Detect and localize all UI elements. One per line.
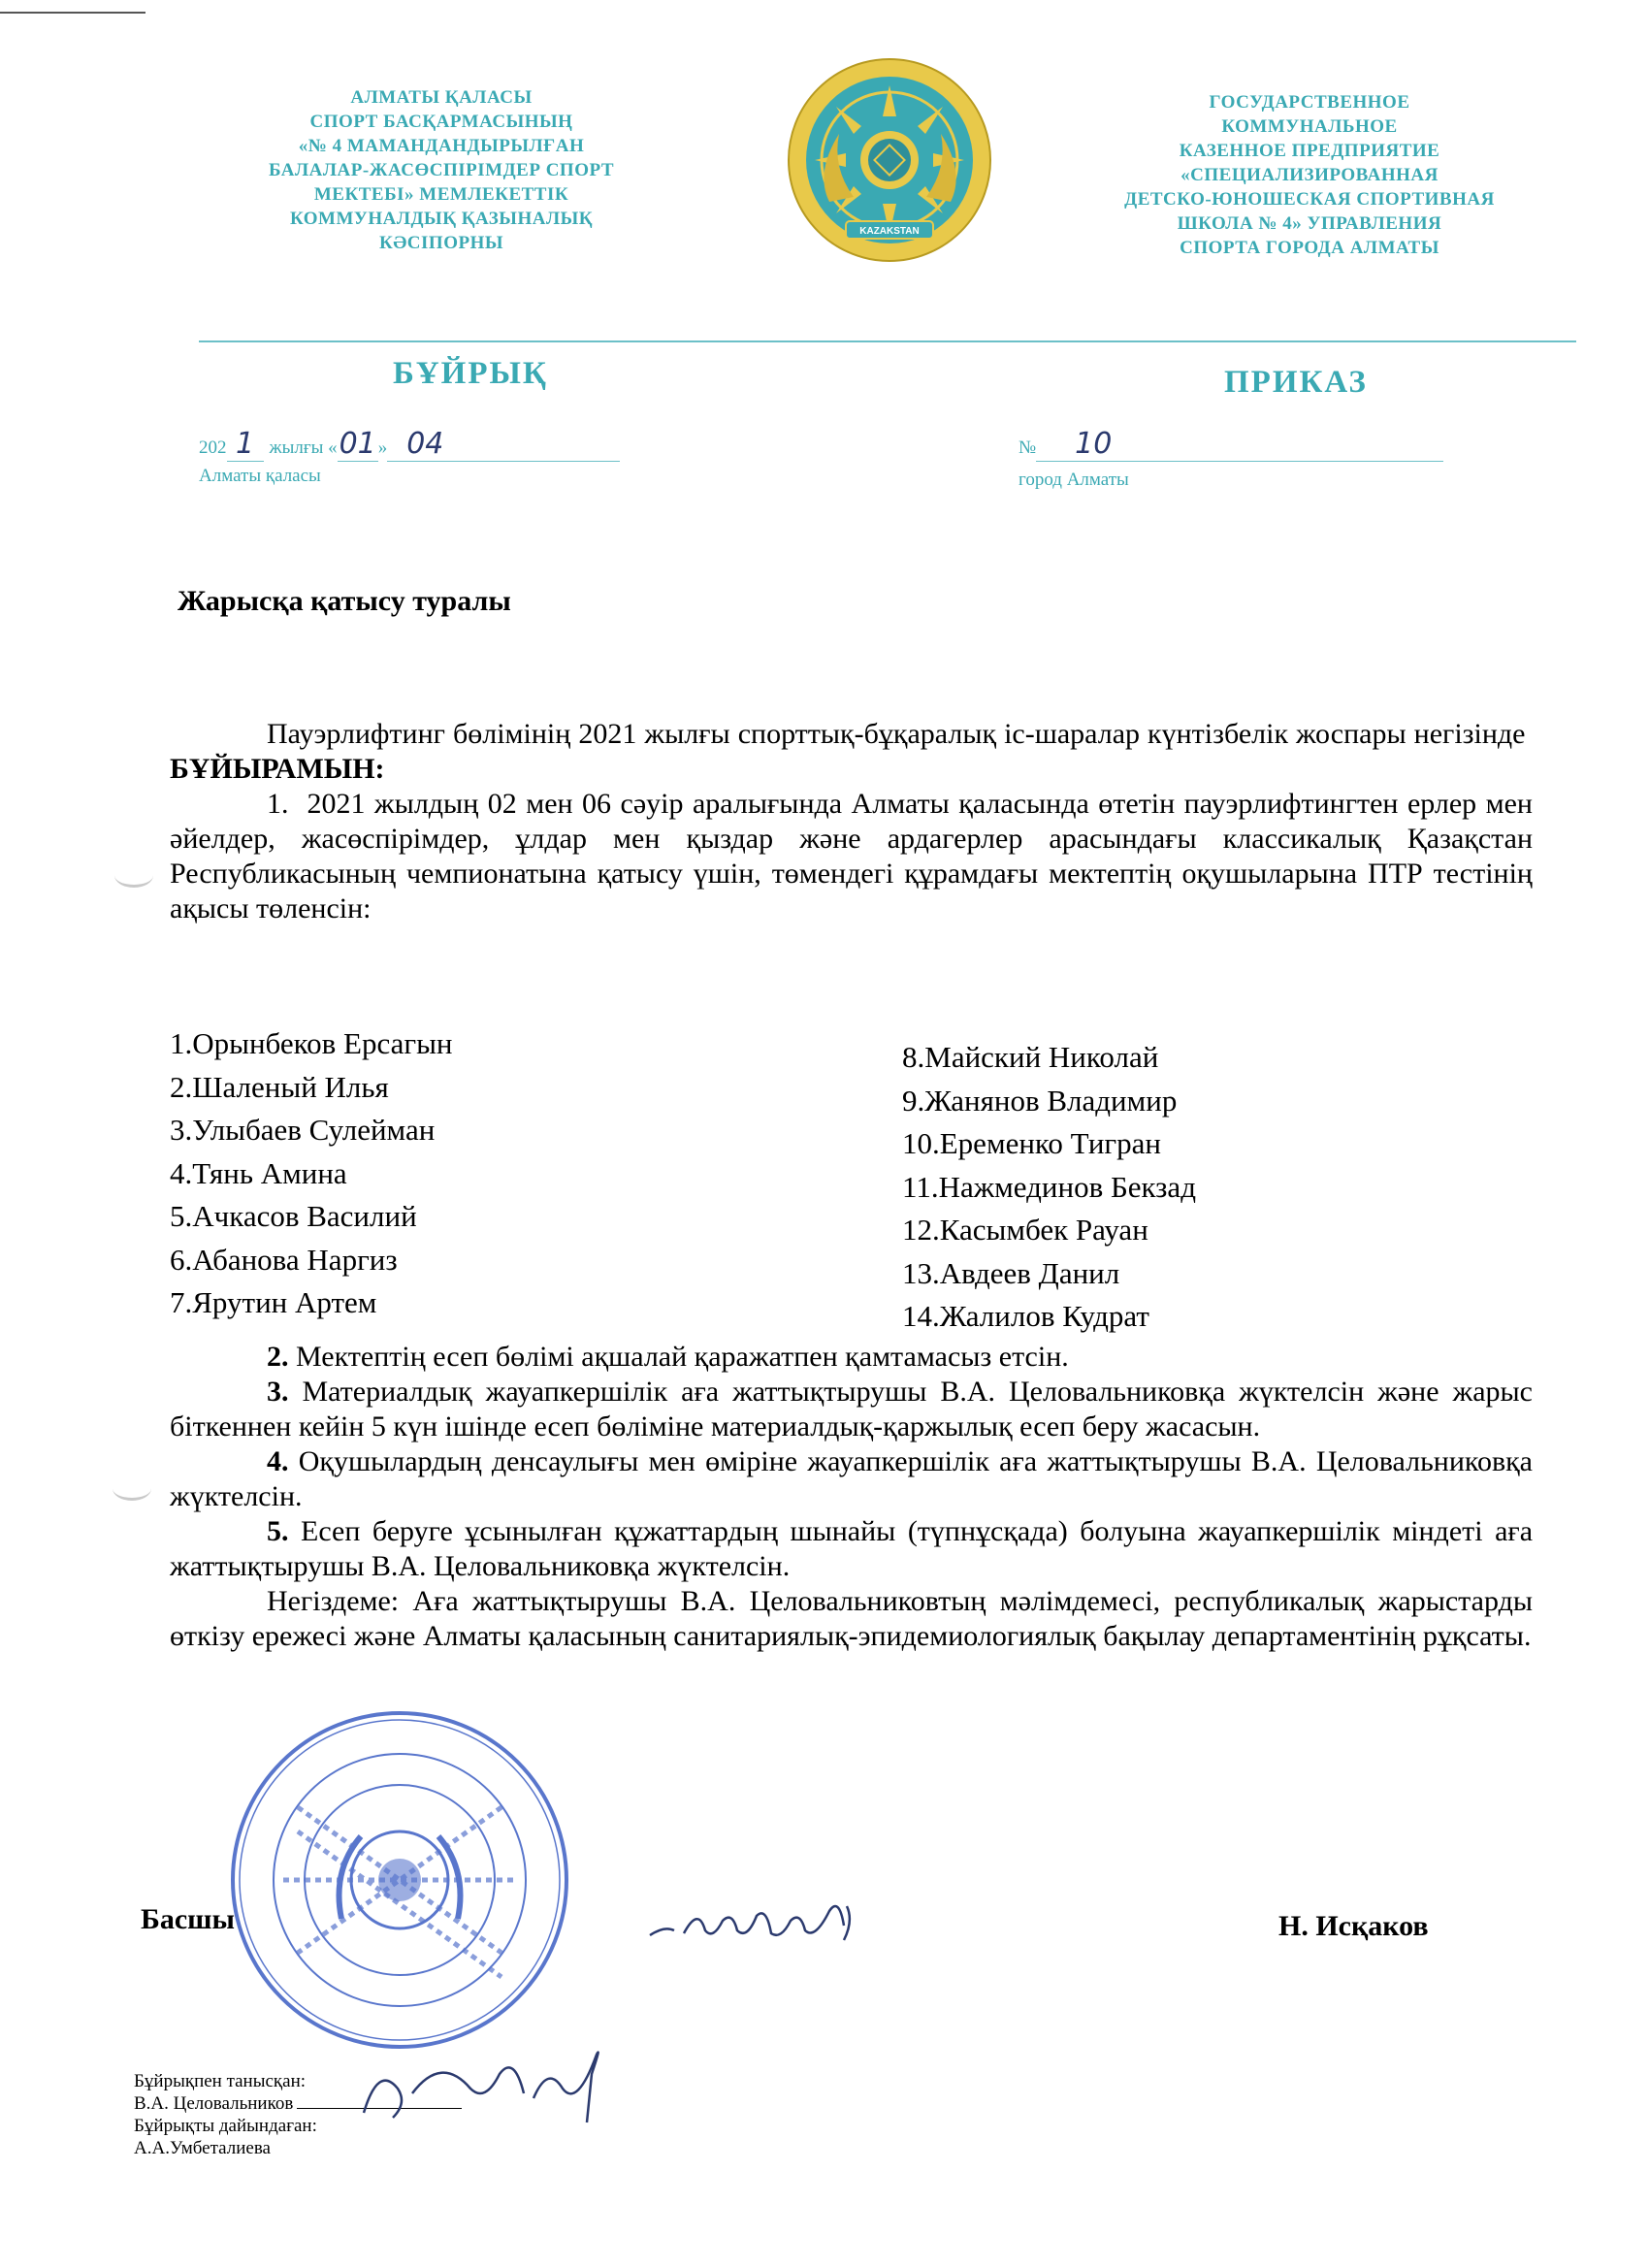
header-left-line: КОММУНАЛДЫҚ ҚАЗЫНАЛЫҚ xyxy=(289,209,594,229)
participant-item: 13.Авдеев Данил xyxy=(902,1255,1120,1290)
header-left-line: КӘСІПОРНЫ xyxy=(378,233,504,253)
head-signature xyxy=(645,1887,868,1960)
body-intro xyxy=(170,717,1533,926)
order-item xyxy=(170,1514,1533,1584)
punch-mark xyxy=(113,1476,151,1501)
header-left-line: «№ 4 МАМАНДАНДЫРЫЛҒАН xyxy=(298,136,585,156)
month-handwritten: 04 xyxy=(387,427,620,462)
header-left-org-kz xyxy=(170,85,713,255)
item-1-number: 1. xyxy=(267,788,289,820)
header-right-line: ГОСУДАРСТВЕННОЕ xyxy=(1209,92,1410,113)
header-right-line: ДЕТСКО-ЮНОШЕСКАЯ СПОРТИВНАЯ xyxy=(1124,189,1495,210)
participant-item: 3.Улыбаев Сулейман xyxy=(170,1113,436,1147)
participant-item: 2.Шаленый Илья xyxy=(170,1069,389,1104)
acquainted-label: Бұйрықпен танысқан: xyxy=(134,2071,307,2091)
signatory-name: Н. Исқаков xyxy=(1278,1910,1429,1942)
order-item xyxy=(170,1340,1533,1375)
doc-title: Жарысқа қатысу туралы xyxy=(178,585,511,617)
participant-item: 6.Абанова Наргиз xyxy=(170,1242,398,1277)
intro-text: Пауэрлифтинг бөлімінің 2021 жылғы спорттық-бұқаралық іс-шаралар күнтізбелік жоспары негізінде xyxy=(267,718,1526,750)
participant-item: 10.Еременко Тигран xyxy=(902,1126,1161,1160)
participant-item: 9.Жанянов Владимир xyxy=(902,1083,1178,1118)
participant-item: 4.Тянь Амина xyxy=(170,1155,347,1190)
order-item-text: Материалдық жауапкершілік аға жаттықтырушы В.А. Целовальниковқа жүктелсін және жарыс біткеннен кейін 5 күн ішінде есеп бөліміне материалдық-қаржылық есеп беру жасасын. xyxy=(170,1376,1533,1442)
header-left-line: АЛМАТЫ ҚАЛАСЫ xyxy=(350,87,533,108)
year-word: жылғы « xyxy=(269,437,338,458)
order-item-number: 2. xyxy=(267,1341,289,1373)
order-item-text: Мектептің есеп бөлімі ақшалай қаражатпен қамтамасыз етсін. xyxy=(296,1341,1069,1373)
header-left-line: СПОРТ БАСҚАРМАСЫНЫҢ xyxy=(309,112,573,132)
body-items xyxy=(170,1340,1533,1654)
header-right-line: СПОРТА ГОРОДА АЛМАТЫ xyxy=(1180,238,1439,258)
year-prefix: 202 xyxy=(199,437,227,458)
order-item-number: 5. xyxy=(267,1515,289,1547)
header-right-line: КАЗЕННОЕ ПРЕДПРИЯТИЕ xyxy=(1179,141,1440,161)
day-handwritten: 01 xyxy=(339,427,376,461)
header-left-line: БАЛАЛАР-ЖАСӨСПІРІМДЕР СПОРТ xyxy=(268,160,614,180)
order-item xyxy=(170,1444,1533,1514)
emblem-caption: KAZAKSTAN xyxy=(859,226,920,237)
official-stamp xyxy=(225,1705,574,2055)
header-divider xyxy=(199,340,1576,342)
intro-emphasis: БҰЙЫРАМЫН: xyxy=(170,753,385,785)
participant-item: 5.Ачкасов Василий xyxy=(170,1199,417,1233)
punch-mark xyxy=(114,863,153,888)
order-number-handwritten: 10 xyxy=(1036,427,1443,462)
state-emblem xyxy=(786,56,994,265)
signature-role: Басшы xyxy=(141,1903,235,1935)
prepared-name: А.А.Умбеталиева xyxy=(134,2138,271,2158)
item-1-text: 2021 жылдың 02 мен 06 сәуір аралығында Алматы қаласында өтетін пауэрлифтингтен ерлер мен әйелдер, жасөспірімдер, ұлдар мен қыздар және ардагерлер арасындағы классикалық Қазақстан Республикасының чемпионатына қатысу үшін, төмендегі құрамдағы мектептің оқушыларына ПТР тестінің ақысы төленсін: xyxy=(170,788,1533,924)
number-line xyxy=(1018,427,1443,462)
year-digit-handwritten: 1 xyxy=(227,427,264,462)
header-left-line: МЕКТЕБІ» МЕМЛЕКЕТТІК xyxy=(313,184,569,205)
acquainted-name: В.А. Целовальников xyxy=(134,2092,462,2115)
header-right-org-ru xyxy=(1038,90,1581,260)
acquainted-signature xyxy=(354,2035,616,2137)
participant-item: 14.Жалилов Кудрат xyxy=(902,1299,1149,1333)
basis-paragraph: Негіздеме: Аға жаттықтырушы В.А. Целовальниковтың мәлімдемесі, республикалық жарыстарды өткізу ережесі және Алматы қаласының санитариялық-эпидемиологиялық бақылау департаментінің рұқсаты. xyxy=(170,1585,1533,1652)
prepared-label: Бұйрықты дайындаған: xyxy=(134,2116,317,2136)
participants-left xyxy=(170,1022,453,1325)
participant-item: 12.Касымбек Рауан xyxy=(902,1213,1148,1247)
doc-type-kz: БҰЙРЫҚ xyxy=(393,356,548,391)
city-ru: город Алматы xyxy=(1018,470,1129,490)
header-right-line: КОММУНАЛЬНОЕ xyxy=(1221,116,1398,137)
city-kz: Алматы қаласы xyxy=(199,466,321,486)
participant-item: 1.Орынбеков Ерсагын xyxy=(170,1026,453,1060)
item-1-paragraph xyxy=(170,787,1533,926)
order-item xyxy=(170,1375,1533,1444)
order-item-number: 4. xyxy=(267,1445,289,1477)
order-item-text: Есеп беруге ұсынылған құжаттардың шынайы (түпнұсқада) болуына жауапкершілік міндеті аға жаттықтырушы В.А. Целовальниковқа жүктелсін. xyxy=(170,1515,1534,1582)
doc-type-ru: ПРИКАЗ xyxy=(1224,365,1368,400)
day-close-quote: » xyxy=(377,437,388,458)
order-item-text: Оқушылардың денсаулығы мен өміріне жауапкершілік аға жаттықтырушы В.А. Целовальниковқа жүктелсін. xyxy=(170,1445,1533,1512)
participant-item: 11.Нажмединов Бекзад xyxy=(902,1169,1196,1204)
participant-item: 7.Ярутин Артем xyxy=(170,1285,377,1319)
participants-right xyxy=(902,1036,1196,1339)
order-item-number: 3. xyxy=(267,1376,289,1408)
number-label: № xyxy=(1018,437,1037,458)
header-right-line: «СПЕЦИАЛИЗИРОВАННАЯ xyxy=(1180,165,1439,185)
participant-item: 8.Майский Николай xyxy=(902,1040,1159,1074)
scan-corner-mark xyxy=(0,12,146,14)
date-line xyxy=(199,427,620,462)
intro-paragraph xyxy=(170,717,1533,787)
header-right-line: ШКОЛА № 4» УПРАВЛЕНИЯ xyxy=(1177,213,1442,234)
